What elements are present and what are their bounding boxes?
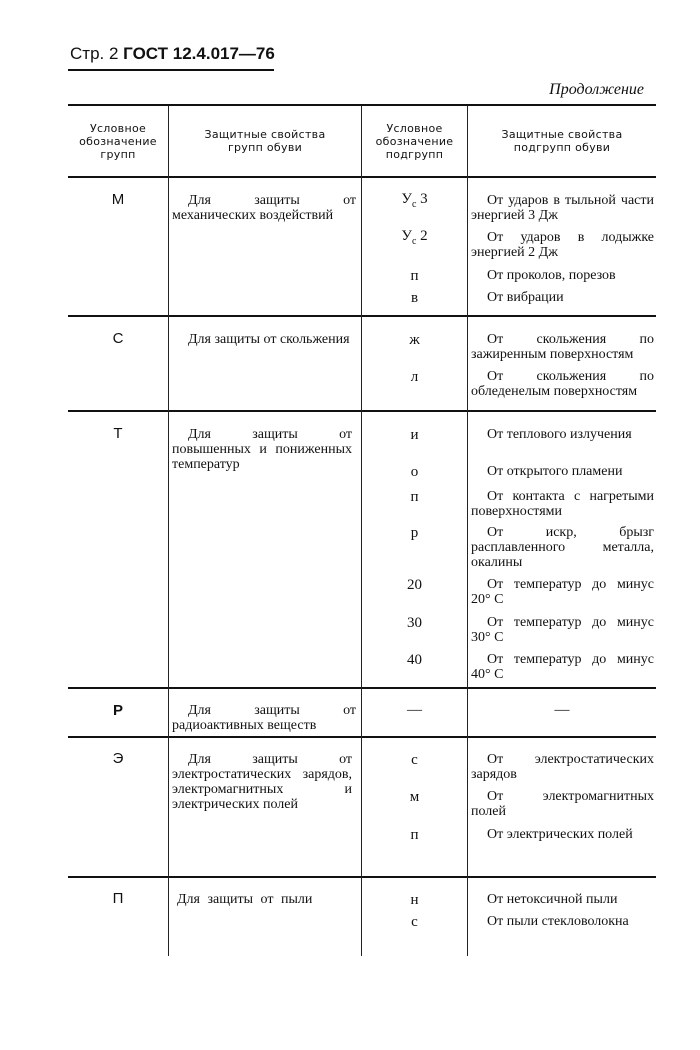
subgroup-description: От пыли стекловолокна — [487, 914, 629, 929]
subgroup-code: с — [411, 752, 418, 768]
group-code: Т — [113, 425, 123, 442]
group-description: Для защиты от скольжения — [188, 332, 350, 347]
subgroup-code: п — [410, 827, 419, 843]
subgroup-code: 30 — [407, 615, 422, 631]
subgroup-code: ж — [409, 332, 420, 348]
header-line: групп — [100, 148, 136, 161]
group-description: Для защиты от электростатических зарядов, электромагнитных и электрических полей — [172, 752, 352, 812]
subgroup-description: От скольжения по обледенелым поверхностям — [471, 369, 654, 399]
code-sub: с — [411, 199, 417, 210]
subgroup-code: о — [410, 464, 419, 480]
column-header-group-props — [169, 128, 361, 154]
subgroup-code: 40 — [407, 652, 422, 668]
column-header-group-code — [68, 122, 168, 161]
code-base: У — [401, 191, 412, 207]
row-divider — [68, 687, 656, 689]
subgroup-code: р — [410, 525, 419, 541]
row-divider — [68, 876, 656, 878]
header-line: Условное — [89, 122, 147, 135]
code-num: 3 — [420, 191, 428, 207]
group-description: Для защиты от пыли — [177, 892, 313, 907]
code-base: У — [401, 228, 412, 244]
table-top-rule — [68, 104, 656, 106]
page-number: Стр. 2 — [70, 44, 119, 63]
subgroup-description: От температур до минус 20° С — [471, 577, 654, 607]
page-header — [70, 44, 275, 64]
subgroup-code: — — [407, 702, 422, 718]
subgroup-description: — — [554, 702, 570, 718]
subgroup-description: От электростатических зарядов — [471, 752, 654, 782]
header-bottom-rule — [68, 176, 656, 178]
subgroup-code: м — [409, 789, 420, 805]
subgroup-description: От температур до минус 30° С — [471, 615, 654, 645]
subgroup-code: с — [411, 914, 418, 930]
group-code: С — [112, 330, 124, 347]
header-line: подгрупп обуви — [513, 141, 611, 154]
subgroup-code: и — [410, 427, 419, 443]
subgroup-description: От температур до минус 40° С — [471, 652, 654, 682]
subgroup-description: От искр, брызг расплавленного металла, окалины — [471, 525, 654, 570]
subgroup-description: От вибрации — [487, 290, 564, 305]
group-code: Э — [112, 750, 124, 767]
subgroup-description: От теплового излучения — [487, 427, 632, 442]
header-line: подгрупп — [385, 148, 444, 161]
subgroup-description: От открытого пламени — [487, 464, 623, 479]
subgroup-code — [362, 191, 467, 210]
column-divider — [467, 106, 468, 956]
subgroup-description: От электромагнитных полей — [471, 789, 654, 819]
group-code: Р — [112, 702, 123, 719]
document-number: ГОСТ 12.4.017—76 — [123, 44, 275, 63]
row-divider — [68, 410, 656, 412]
column-header-subgroup-props — [468, 128, 656, 154]
subgroup-code: л — [410, 369, 419, 385]
column-divider — [168, 106, 169, 956]
subgroup-description: От электрических полей — [487, 827, 633, 842]
group-description: Для защиты от механических воздействий — [172, 193, 356, 223]
subgroup-description: От нетоксичной пыли — [487, 892, 618, 907]
header-line: Защитные свойства — [204, 128, 326, 141]
header-line: Условное — [386, 122, 443, 135]
group-description: Для защиты от радиоактивных веществ — [172, 703, 356, 733]
subgroup-code — [362, 228, 467, 247]
group-code: П — [112, 890, 124, 907]
code-sub: с — [411, 236, 417, 247]
code-num: 2 — [420, 228, 428, 244]
subgroup-description: От проколов, порезов — [487, 268, 616, 283]
subgroup-code: 20 — [407, 577, 422, 593]
row-divider — [68, 736, 656, 738]
header-line: обозначение — [79, 135, 157, 148]
header-rule — [68, 69, 274, 71]
subgroup-description: От контакта с нагретыми поверхностями — [471, 489, 654, 519]
row-divider — [68, 315, 656, 317]
subgroup-description: От скольжения по зажиренным поверхностям — [471, 332, 654, 362]
subgroup-description: От ударов в лодыжке энергией 2 Дж — [471, 230, 654, 260]
continuation-label: Продолжение — [549, 81, 644, 98]
group-code: М — [111, 191, 125, 208]
header-line: обозначение — [375, 135, 454, 148]
subgroup-code: в — [410, 290, 419, 306]
header-line: Защитные свойства — [501, 128, 623, 141]
header-line: групп обуви — [227, 141, 303, 154]
subgroup-code: п — [410, 268, 419, 284]
column-header-subgroup-code — [362, 122, 467, 161]
subgroup-code: п — [410, 489, 419, 505]
group-description: Для защиты от повышенных и пониженных температур — [172, 427, 352, 472]
subgroup-code: н — [410, 892, 419, 908]
subgroup-description: От ударов в тыльной части энергией 3 Дж — [471, 193, 654, 223]
